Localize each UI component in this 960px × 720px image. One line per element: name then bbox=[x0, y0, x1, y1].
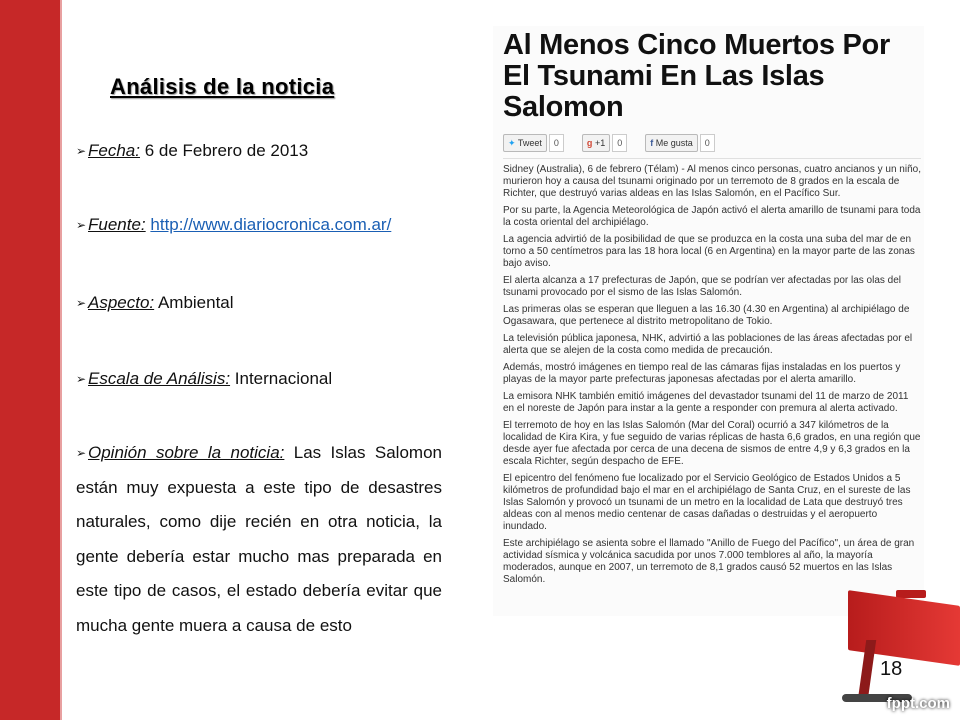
scale-value: Internacional bbox=[230, 369, 333, 388]
tweet-button[interactable] bbox=[503, 134, 547, 152]
opinion-text: Las Islas Salomon están muy expuesta a este tipo de desastres naturales, como dije recién en otra noticia, la gente debería estar mucho mas preparada en este tipo de casos, el estado debería evitar que mucha gente muera a causa de esto bbox=[76, 443, 442, 635]
gplus-share[interactable] bbox=[582, 134, 627, 152]
bullet-opinion bbox=[76, 436, 442, 643]
tweet-label: Tweet bbox=[517, 138, 542, 148]
article-body bbox=[503, 164, 921, 591]
article-paragraph: El alerta alcanza a 17 prefecturas de Japón, que se podrían ver afectadas por las olas del tsunami provocado por el sismo de las Islas Salomón. bbox=[503, 275, 902, 298]
arrow-bullet-icon: ➢ bbox=[76, 296, 87, 310]
source-link[interactable]: http://www.diariocronica.com.ar/ bbox=[150, 215, 392, 234]
bullet-aspect bbox=[76, 286, 442, 320]
article-paragraph: Las primeras olas se esperan que lleguen a las 16.30 (4.30 en Argentina) al archipiélago de Ogasawara, que pertenece al distrito metropolitano de Tokio. bbox=[503, 304, 910, 327]
opinion-label: Opinión sobre la noticia: bbox=[88, 443, 285, 462]
facebook-like-button[interactable] bbox=[645, 134, 698, 152]
bullet-scale bbox=[76, 362, 442, 396]
news-article-screenshot bbox=[493, 26, 924, 616]
facebook-label: Me gusta bbox=[655, 138, 693, 148]
arrow-bullet-icon: ➢ bbox=[76, 372, 87, 386]
article-paragraph: La emisora NHK también emitió imágenes del devastador tsunami del 11 de marzo de 2011 en el noreste de Japón para instar a la gente a responder con premura al alerta activado. bbox=[503, 391, 909, 414]
article-paragraph: La televisión pública japonesa, NHK, advirtió a las poblaciones de las áreas afectadas por el alerta que se alejen de la costa como medida de precaución. bbox=[503, 333, 913, 356]
arrow-bullet-icon: ➢ bbox=[76, 144, 87, 158]
slide-title: Análisis de la noticia bbox=[110, 74, 335, 99]
gplus-icon: g bbox=[586, 138, 593, 148]
facebook-count: 0 bbox=[700, 134, 715, 152]
left-band-divider bbox=[60, 0, 62, 720]
tweet-share[interactable] bbox=[503, 134, 564, 152]
article-headline: Al Menos Cinco Muertos Por El Tsunami En Las Islas Salomon bbox=[503, 29, 890, 123]
date-value: 6 de Febrero de 2013 bbox=[139, 141, 309, 160]
twitter-icon: ✦ bbox=[508, 138, 516, 148]
article-paragraph: Además, mostró imágenes en tiempo real de las cámaras fijas instaladas en los puertos y playas de la mayor parte prefecturas japonesas afectadas por el alerta amarillo. bbox=[503, 362, 901, 385]
social-share-bar bbox=[503, 134, 725, 152]
scale-label: Escala de Análisis: bbox=[88, 369, 231, 388]
source-label: Fuente: bbox=[88, 215, 146, 234]
article-paragraph: El terremoto de hoy en las Islas Salomón (Mar del Coral) ocurrió a 347 kilómetros de la localidad de Kira Kira, y fue seguido de varias réplicas de hasta 6,6 grados, en una región que desde ayer fue afectada por cerca de una decena de sismos de entre 4,9 y 6,3 grados en la escala Richter, según despacho de EFE. bbox=[503, 420, 921, 467]
facebook-share[interactable] bbox=[645, 134, 715, 152]
article-paragraph: Sidney (Australia), 6 de febrero (Télam) - Al menos cinco personas, cuatro ancianos y un niño, murieron hoy a causa del tsunami originado por un terremoto de 8 grados en la escala de Richter, que destruyó varias aldeas en las Islas Salomón, en el Pacífico Sur. bbox=[503, 164, 921, 199]
date-label: Fecha: bbox=[88, 141, 140, 160]
page-number: 18 bbox=[880, 658, 903, 680]
bullet-source bbox=[76, 208, 442, 242]
aspect-label: Aspecto: bbox=[88, 293, 155, 312]
brand-logo-text: fppt.com bbox=[886, 695, 950, 712]
tweet-count: 0 bbox=[549, 134, 564, 152]
article-paragraph: La agencia advirtió de la posibilidad de que se produzca en la costa una suba del mar de en torno a 50 centímetros para las 18 hora local (6 en Argentina) en la mayor parte de las zonas bajo aviso. bbox=[503, 234, 915, 269]
article-paragraph: Este archipiélago se asienta sobre el llamado "Anillo de Fuego del Pacífico", un área de gran actividad sísmica y volcánica sacudida por unos 7.000 temblores al año, la mayoría moderados, aunque en 2007, un terremoto de 8,1 grados causó 52 muertos en las Islas Salomón. bbox=[503, 538, 915, 585]
gplus-button[interactable] bbox=[582, 134, 610, 152]
aspect-value: Ambiental bbox=[154, 293, 234, 312]
article-paragraph: Por su parte, la Agencia Meteorológica de Japón activó el alerta amarillo de tsunami para toda la costa oriental del archipiélago. bbox=[503, 205, 921, 228]
arrow-bullet-icon: ➢ bbox=[76, 218, 87, 232]
article-paragraph: El epicentro del fenómeno fue localizado por el Servicio Geológico de Estados Unidos a 5 kilómetros de profundidad bajo el mar en el archipiélago de Santa Cruz, en el sureste de las Islas Salomón y provocó un tsunami de un metro en la localidad de Lata que destruyó tres aldeas con al menos medio centenar de casas dañadas o destruidas y el aeropuerto inundado. bbox=[503, 473, 911, 532]
article-divider bbox=[503, 158, 921, 159]
gplus-label: +1 bbox=[594, 138, 606, 148]
gplus-count: 0 bbox=[612, 134, 627, 152]
arrow-bullet-icon: ➢ bbox=[76, 446, 87, 460]
facebook-icon: f bbox=[650, 138, 654, 148]
bullet-date bbox=[76, 134, 442, 168]
left-red-band bbox=[0, 0, 60, 720]
